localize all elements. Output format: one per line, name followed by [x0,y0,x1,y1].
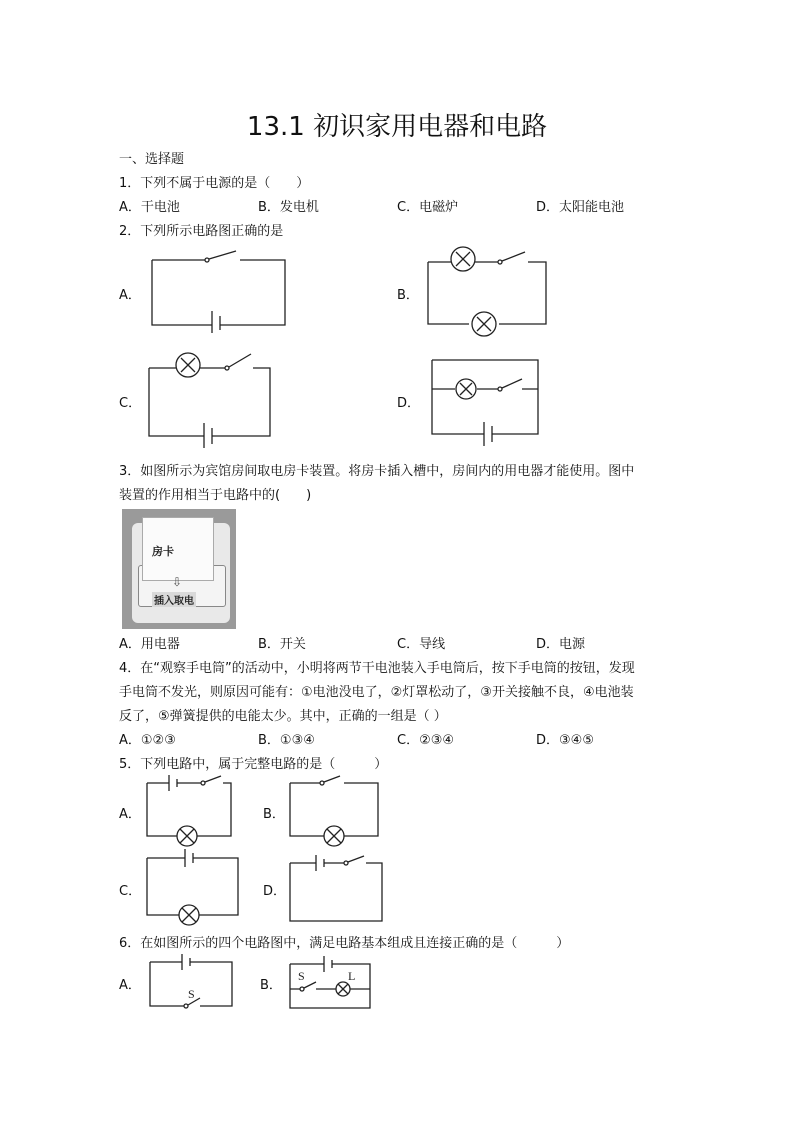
question-3-option-a[interactable]: A．用电器 [119,637,180,652]
question-4-option-b[interactable]: B．①③④ [258,733,315,748]
question-1-option-b[interactable]: B．发电机 [258,200,319,215]
question-3-option-b[interactable]: B．开关 [258,637,306,652]
switch-label-s: S [188,987,195,1001]
insert-arrow-icon: ⇩ [172,575,183,589]
circuit-diagram-2d [430,358,542,448]
photo-card-label: 房卡 [152,545,174,558]
question-2-label-a[interactable]: A． [119,288,141,303]
question-4-option-d[interactable]: D．③④⑤ [536,733,594,748]
question-5-label-b[interactable]: B． [263,807,285,822]
page-title: 13.1 初识家用电器和电路 [246,112,548,142]
question-2-label-c[interactable]: C． [119,396,142,411]
circuit-diagram-2c [147,350,273,452]
question-3-option-d[interactable]: D．电源 [536,637,586,652]
photo-slot-label: 插入取电 [152,592,196,607]
question-6-label-a[interactable]: A． [119,978,141,993]
section-heading: 一、选择题 [119,152,185,167]
question-6-label-b[interactable]: B． [260,978,282,993]
question-1-option-d[interactable]: D．太阳能电池 [536,200,625,215]
question-1-option-c[interactable]: C．电磁炉 [397,200,459,215]
question-5-label-a[interactable]: A． [119,807,141,822]
question-6-stem: 6．在如图所示的四个电路图中，满足电路基本组成且连接正确的是（ ） [119,936,570,951]
question-3-option-c[interactable]: C．导线 [397,637,446,652]
circuit-diagram-6b [288,956,374,1012]
circuit-diagram-6a [148,954,236,1010]
circuit-diagram-2b [428,244,550,334]
question-2-label-d[interactable]: D． [397,396,421,411]
circuit-diagram-5c [145,848,241,928]
question-2-label-b[interactable]: B． [397,288,419,303]
question-4-stem-line-2: 手电筒不发光，则原因可能有：①电池没电了，②灯罩松动了，③开关接触不良，④电池装 [119,685,634,700]
question-2-stem: 2．下列所示电路图正确的是 [119,224,284,239]
question-5-label-d[interactable]: D． [263,884,287,899]
question-3-stem-line-2: 装置的作用相当于电路中的( ) [119,488,312,503]
circuit-diagram-5d [288,853,386,925]
question-3-stem-line-1: 3．如图所示为宾馆房间取电房卡装置。将房卡插入槽中，房间内的用电器才能使用。图中 [119,464,635,479]
question-1-option-a[interactable]: A．干电池 [119,200,180,215]
question-4-option-c[interactable]: C．②③④ [397,733,455,748]
circuit-diagram-5a [145,775,235,849]
question-1-stem: 1．下列不属于电源的是（ ） [119,176,310,191]
question-5-stem: 5．下列电路中，属于完整电路的是（ ） [119,757,388,772]
lamp-label-l: L [348,969,356,983]
question-5-label-c[interactable]: C． [119,884,142,899]
question-4-stem-line-3: 反了，⑤弹簧提供的电能太少。其中，正确的一组是（ ） [119,709,447,724]
switch-label-s-b: S [298,969,305,983]
question-4-stem-line-1: 4．在“观察手电筒”的活动中，小明将两节干电池装入手电筒后，按下手电筒的按钮，发现 [119,661,635,676]
circuit-diagram-2a [150,248,290,332]
room-card-switch-photo [122,509,236,629]
circuit-diagram-5b [288,775,382,849]
question-4-option-a[interactable]: A．①②③ [119,733,176,748]
